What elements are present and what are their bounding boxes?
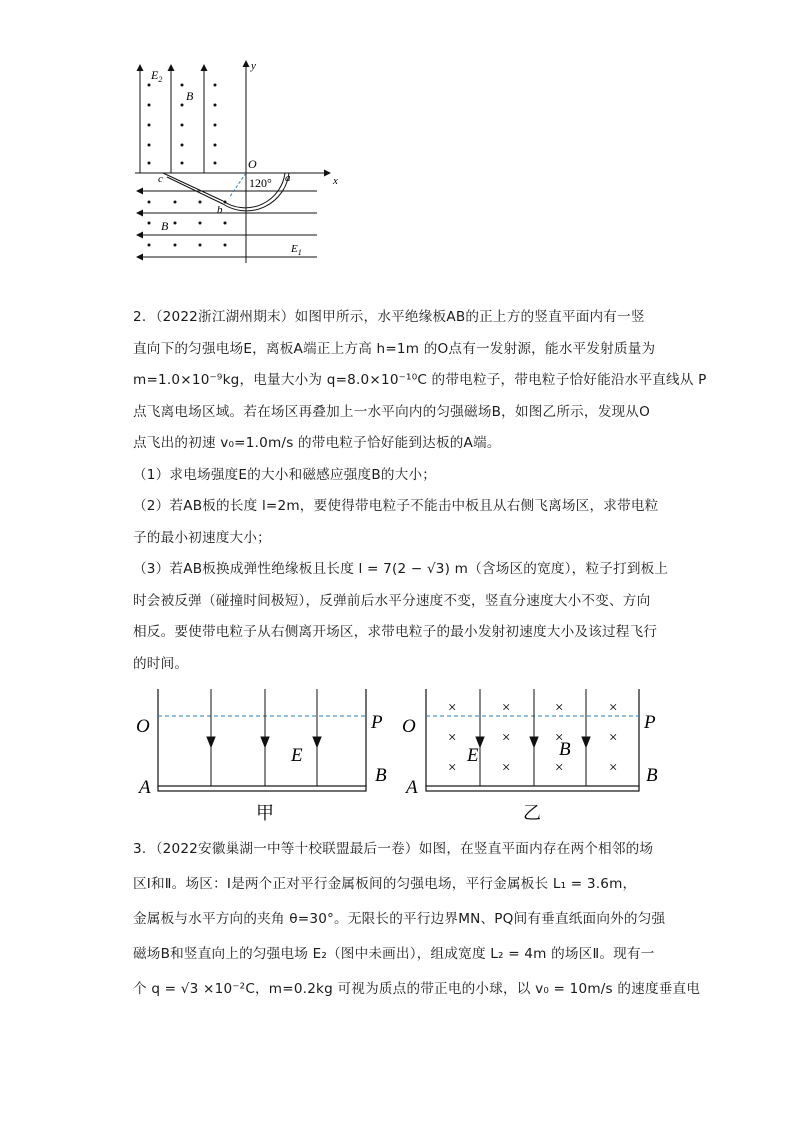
label-e: E [467,745,479,766]
cross: × [555,700,564,716]
label-a: a [285,172,291,184]
cross: × [609,700,618,716]
cross: × [555,760,564,776]
label-e1: $E_1$ [291,243,302,257]
label-c: c [158,173,163,185]
label-e2: $E_2$ [151,68,163,84]
label-o: O [248,157,257,171]
label-o: O [136,716,150,737]
cross: × [448,700,457,716]
plate-ab [158,786,366,791]
e2-field-lines [140,65,204,173]
problem-2-line: 点飞出的初速 v₀=1.0m/s 的带电粒子恰好能到达板的A端。 [133,435,501,451]
cross: × [448,760,457,776]
figure-1 [125,55,355,270]
cross: × [502,700,511,716]
figure-yi [398,685,668,825]
problem-2-line: 子的最小初速度大小； [133,529,271,546]
label-a: A [406,777,418,798]
label-b: B [646,765,658,786]
caption-yi: 乙 [523,803,541,823]
label-b-top: B [186,89,194,103]
field-arrows [207,689,321,787]
upper-dots [148,84,217,165]
problem-2-text [133,302,707,680]
cross: × [502,730,511,746]
label-y: y [251,60,256,72]
label-b-field: B [559,739,571,760]
label-b: B [375,765,387,786]
problem-2-line: 的时间。 [133,655,189,672]
label-x: x [333,175,338,187]
problem-3-line: 个 q = √3 ×10⁻²C，m=0.2kg 可视为质点的带正电的小球，以 v₀ = 10m/s 的速度垂直电 [133,981,701,997]
problem-2-line: 2．（2022浙江湖州期末）如图甲所示，水平绝缘板AB的正上方的竖直平面内有一竖 [133,309,645,325]
problem-3-line: 金属板与水平方向的夹角 θ=30°。无限长的平行边界MN、PQ间有垂直纸面向外的匀强 [133,911,666,927]
label-b-point: b [217,204,223,216]
cross: × [555,730,564,746]
problem-2-line: 点飞离电场区域。若在场区再叠加上一水平向内的匀强磁场B，如图乙所示，发现从O [133,403,650,420]
problem-2-line: （2）若AB板的长度 l=2m，要使得带电粒子不能击中板且从右侧飞离场区，求带电粒 [133,498,659,514]
problem-2-line: （3）若AB板换成弹性绝缘板且长度 l = 7(2 − √3) m（含场区的宽度），粒子打到板上 [133,561,669,577]
problem-3-text [133,832,701,1007]
label-p: P [644,712,656,733]
label-e: E [291,745,303,766]
label-a: A [139,777,151,798]
label-angle: 120° [249,176,272,190]
label-p: P [371,712,383,733]
label-b-bottom: B [161,219,169,233]
problem-3-line: 3．（2022安徽巢湖一中等十校联盟最后一卷）如图，在竖直平面内存在两个相邻的场 [133,841,654,857]
problem-2-line: m=1.0×10⁻⁹kg，电量大小为 q=8.0×10⁻¹⁰C 的带电粒子，带电粒子恰好能沿水平直线从 P [133,372,707,388]
cross: × [448,730,457,746]
problem-2-line: 直向下的匀强电场E，离板A端正上方高 h=1m 的O点有一发射源，能水平发射质量为 [133,340,656,357]
figure-jia [130,685,400,825]
trajectory-line [163,173,223,201]
problem-3-line: 区Ⅰ和Ⅱ。场区：Ⅰ是两个正对平行金属板间的匀强电场，平行金属板长 L₁ = 3.6m， [133,876,637,892]
lower-dots [148,201,227,247]
label-o: O [402,716,416,737]
cross: × [502,760,511,776]
problem-2-line: 相反。要使带电粒子从右侧离开场区，求带电粒子的最小发射初速度大小及该过程飞行 [133,624,658,640]
plate-ab [426,786,639,791]
radius-dashed [229,173,246,198]
caption-jia: 甲 [256,803,274,823]
field-arrows [476,689,590,787]
problem-2-line: 时会被反弹（碰撞时间极短），反弹前后水平分速度不变，竖直分速度大小不变、方向 [133,592,651,609]
cross: × [609,760,618,776]
problem-2-line: （1）求电场强度E的大小和磁感应强度B的大小； [133,466,437,483]
cross: × [609,730,618,746]
problem-3-line: 磁场B和竖直向上的匀强电场 E₂（图中未画出），组成宽度 L₂ = 4m 的场区Ⅱ。现有一 [133,946,655,962]
